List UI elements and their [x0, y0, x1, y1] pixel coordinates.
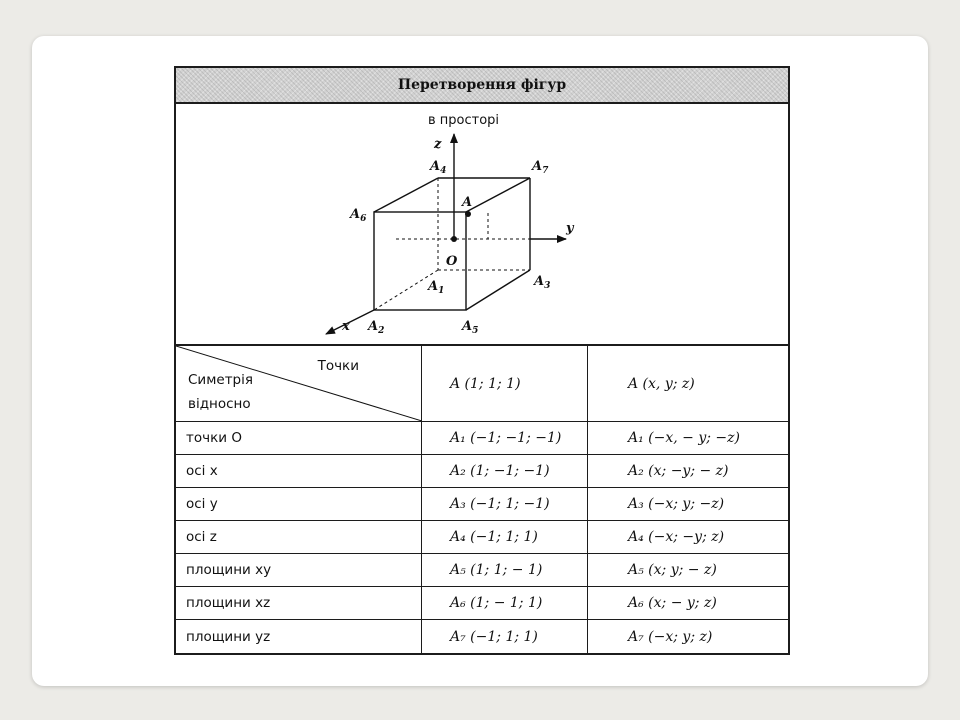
origin-point — [451, 236, 457, 242]
row-general: A₇ (−x; y; z) — [628, 628, 713, 645]
point-a — [465, 211, 471, 217]
row-label: точки O — [176, 422, 422, 455]
header-relative-label: відносно — [188, 396, 251, 412]
header-col-specific: A (1; 1; 1) — [422, 346, 588, 422]
origin-label: O — [446, 254, 458, 269]
row-general: A₅ (x; y; − z) — [588, 554, 788, 587]
cube-figure — [176, 104, 788, 346]
symmetry-grid — [176, 346, 788, 653]
row-label: осі x — [176, 455, 422, 488]
vertex-a7-label: $A_7$ — [532, 159, 549, 176]
vertex-a5-label: $A_5$ — [462, 319, 479, 336]
row-specific: A₇ (−1; 1; 1) — [422, 620, 588, 653]
visible-edges — [374, 178, 530, 310]
row-general: A₆ (x; − y; z) — [588, 587, 788, 620]
x-axis — [326, 310, 374, 334]
row-specific: A₁ (−1; −1; −1) — [422, 422, 588, 455]
header-symmetry-label: Симетрія — [188, 372, 253, 388]
row-general: A₃ (−x; y; −z) — [588, 488, 788, 521]
row-label: осі z — [176, 521, 422, 554]
row-label: площини yz — [176, 620, 422, 653]
header-points-label: Точки — [317, 358, 359, 374]
row-general: A₂ (x; −y; − z) — [588, 455, 788, 488]
row-specific: A₆ (1; − 1; 1) — [422, 587, 588, 620]
vertex-a4-label: $A_4$ — [430, 159, 447, 176]
y-axis-label: y — [566, 221, 574, 236]
header-col-general: A (x, y; z) — [588, 346, 788, 422]
vertex-a3-label: $A_3$ — [534, 274, 551, 291]
row-specific: A₂ (1; −1; −1) — [422, 455, 588, 488]
row-label: площини xz — [176, 587, 422, 620]
row-specific: A₅ (1; 1; − 1) — [422, 554, 588, 587]
row-label: осі y — [176, 488, 422, 521]
header-diagonal-cell — [176, 346, 422, 422]
figure-caption: в просторі — [428, 113, 500, 128]
row-label: площини xy — [176, 554, 422, 587]
cube-diagram — [176, 104, 788, 344]
z-axis-label: z — [434, 137, 442, 152]
vertex-a2-label: $A_2$ — [368, 319, 385, 336]
x-axis-label: x — [342, 319, 350, 334]
row-general: A₁ (−x, − y; −z) — [588, 422, 788, 455]
vertex-a1-label: $A_1$ — [428, 279, 445, 296]
vertex-a6-label: $A_6$ — [350, 207, 367, 224]
row-specific: A₄ (−1; 1; 1) — [422, 521, 588, 554]
table-title: Перетворення фігур — [176, 68, 788, 104]
symmetry-table — [174, 66, 790, 655]
point-a-label: A — [462, 195, 473, 210]
row-general: A₄ (−x; −y; z) — [588, 521, 788, 554]
row-specific: A₃ (−1; 1; −1) — [422, 488, 588, 521]
